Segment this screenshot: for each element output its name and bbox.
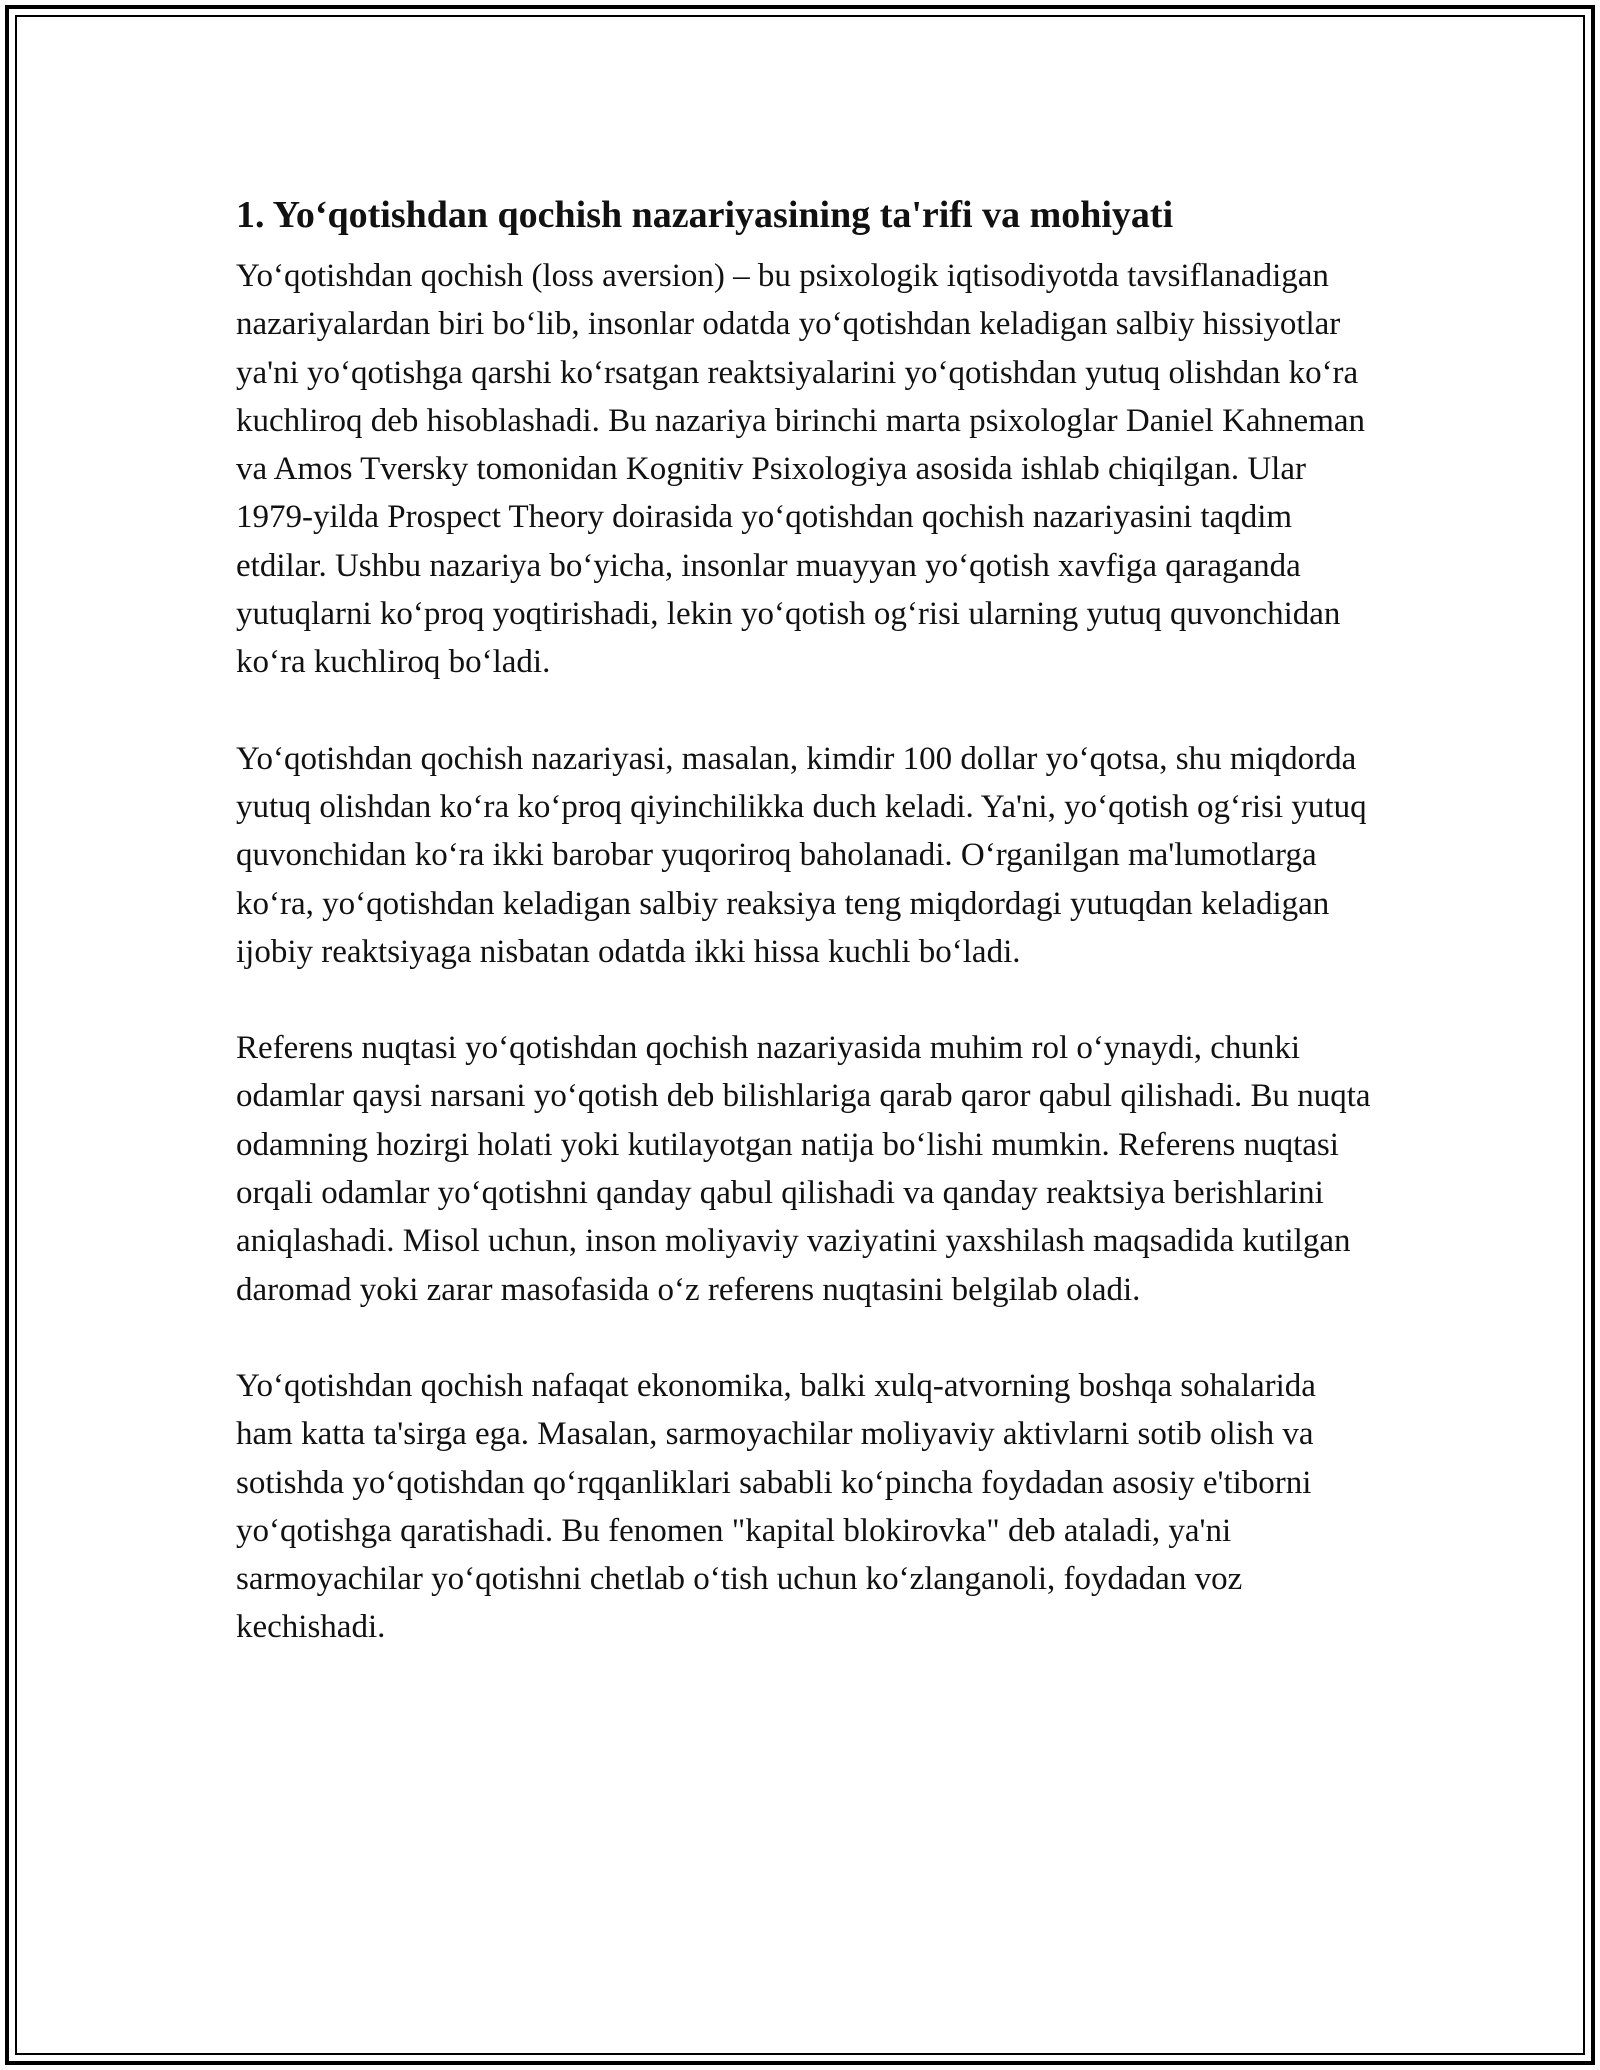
document-body: [236, 186, 1376, 1652]
paragraph-reference-point: Referens nuqtasi yo‘qotishdan qochish nazariyasida muhim rol o‘ynaydi, chunki odamlar qaysi narsani yo‘qotish deb bilishlariga qarab qaror qabul qilishadi. Bu nuqta odamning hozirgi holati yoki kutilayotgan natija bo‘lishi mumkin. Referens nuqtasi orqali odamlar yo‘qotishni qanday qabul qilishadi va qanday reaktsiya berishlarini aniqlashadi. Misol uchun, inson moliyaviy vaziyatini yaxshilash maqsadida kutilgan daromad yoki zarar masofasida o‘z referens nuqtasini belgilab oladi.: [236, 1030, 1371, 1308]
paragraph-behavior: Yo‘qotishdan qochish nafaqat ekonomika, balki xulq-atvorning boshqa sohalarida ham katta ta'sirga ega. Masalan, sarmoyachilar moliyaviy aktivlarni sotib olish va sotishda yo‘qotishdan qo‘rqqanliklari sababli ko‘pincha foydadan asosiy e'tiborni yo‘qotishga qaratishadi. Bu fenomen "kapital blokirovka" deb ataladi, ya'ni sarmoyachilar yo‘qotishni chetlab o‘tish uchun ko‘zlanganoli, foydadan voz kechishadi.: [236, 1367, 1316, 1646]
paragraph-example: Yo‘qotishdan qochish nazariyasi, masalan, kimdir 100 dollar yo‘qotsa, shu miqdorda yutuq olishdan ko‘ra ko‘proq qiyinchilikka duch keladi. Ya'ni, yo‘qotish og‘risi yutuq quvonchidan ko‘ra ikki barobar yuqoriroq baholanadi. O‘rganilgan ma'lumotlarga ko‘ra, yo‘qotishdan keladigan salbiy reaksiya teng miqdordagi yutuqdan keladigan ijobiy reaktsiyaga nisbatan odatda ikki hissa kuchli bo‘ladi.: [236, 740, 1367, 970]
section-heading: 1. Yo‘qotishdan qochish nazariyasining ta'rifi va mohiyati: [236, 194, 1174, 236]
paragraph-definition: Yo‘qotishdan qochish (loss aversion) – bu psixologik iqtisodiyotda tavsiflanadigan nazariyalardan biri bo‘lib, insonlar odatda yo‘qotishdan keladigan salbiy hissiyotlar ya'ni yo‘qotishga qarshi ko‘rsatgan reaktsiyalarini yo‘qotishdan yutuq olishdan ko‘ra kuchliroq deb hisoblashadi. Bu nazariya birinchi marta psixologlar Daniel Kahneman va Amos Tversky tomonidan Kognitiv Psixologiya asosida ishlab chiqilgan. Ular 1979-yilda Prospect Theory doirasida yo‘qotishdan qochish nazariyasini taqdim etdilar. Ushbu nazariya bo‘yicha, insonlar muayyan yo‘qotish xavfiga qaraganda yutuqlarni ko‘proq yoqtirishadi, lekin yo‘qotish og‘risi ularning yutuq quvonchidan ko‘ra kuchliroq bo‘ladi.: [236, 258, 1366, 681]
